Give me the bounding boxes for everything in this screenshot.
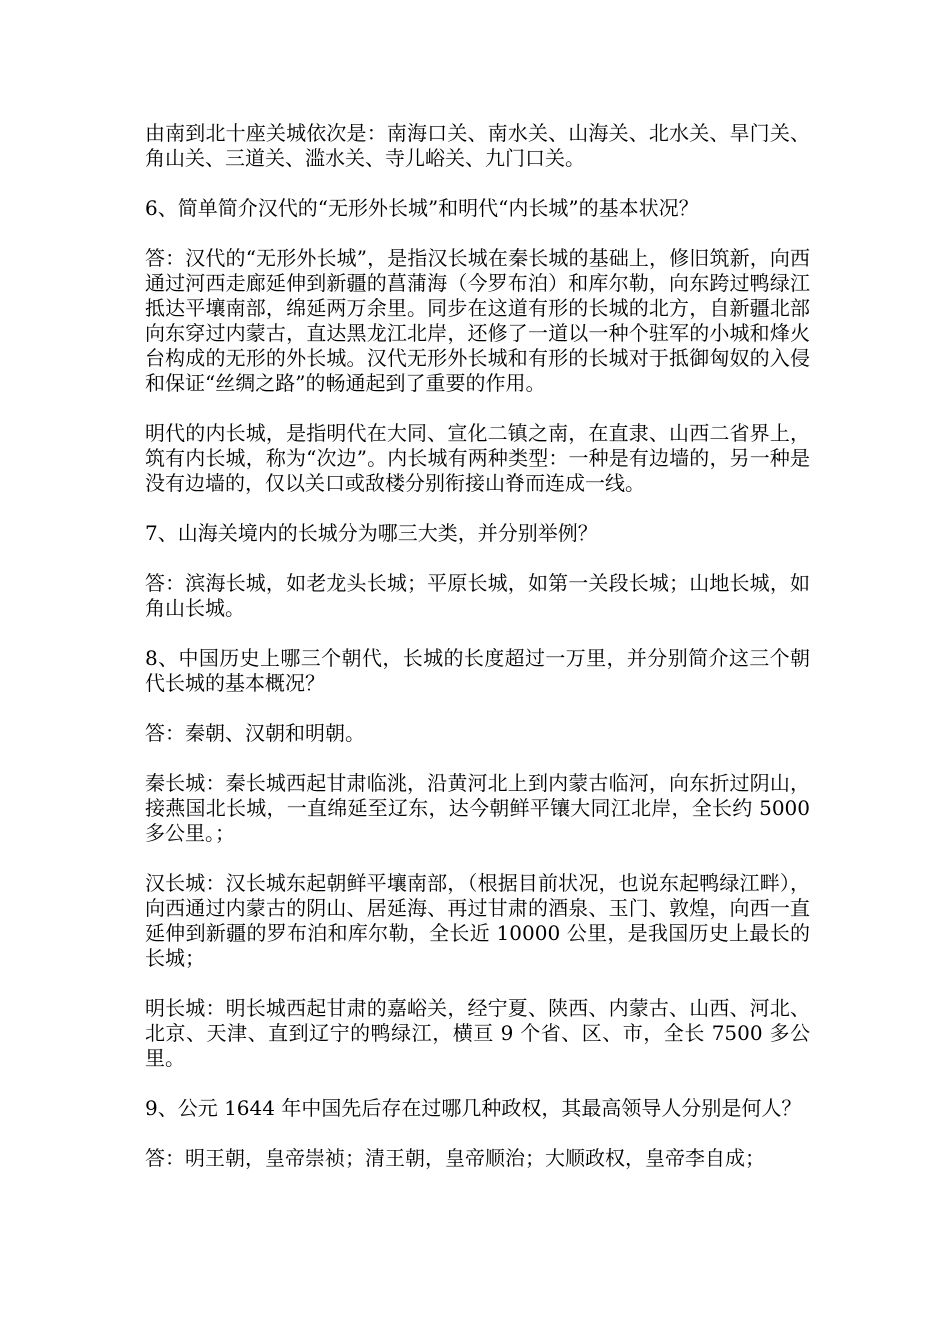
- question-7: 7、山海关境内的长城分为哪三大类，并分别举例？: [145, 521, 598, 545]
- answer-6-ming-inner-wall: 明代的内长城，是指明代在大同、宣化二镇之南，在直隶、山西二省界上，筑有内长城，称为“次边”。内长城有两种类型：一种是有边墙的，另一种是没有边墙的，仅以关口或敌楼分别衔接山脊而连成一线。: [145, 421, 810, 495]
- answer-7: 答：滨海长城，如老龙头长城；平原长城，如第一关段长城；山地长城，如角山长城。: [145, 571, 810, 620]
- paragraph-gates-list: 由南到北十座关城依次是：南海口关、南水关、山海关、北水关、旱门关、角山关、三道关、滥水关、寺儿峪关、九门口关。: [145, 121, 810, 170]
- answer-8-ming-wall: 明长城：明长城西起甘肃的嘉峪关，经宁夏、陕西、内蒙古、山西、河北、北京、天津、直到辽宁的鸭绿江，横亘 9 个省、区、市，全长 7500 多公里。: [145, 996, 810, 1070]
- answer-9: 答：明王朝，皇帝崇祯；清王朝，皇帝顺治；大顺政权，皇帝李自成；: [145, 1146, 765, 1170]
- answer-8-qin-wall: 秦长城：秦长城西起甘肃临洮，沿黄河北上到内蒙古临河，向东折过阴山，接燕国北长城，一直绵延至辽东，达今朝鲜平镶大同江北岸，全长约 5000 多公里。；: [145, 771, 810, 845]
- question-6: 6、简单简介汉代的“无形外长城”和明代“内长城”的基本状况？: [145, 196, 699, 220]
- document-page: [145, 121, 810, 1171]
- question-8: 8、中国历史上哪三个朝代，长城的长度超过一万里，并分别简介这三个朝代长城的基本概况？: [145, 646, 810, 695]
- answer-6-han-outer-wall: 答：汉代的“无形外长城”，是指汉长城在秦长城的基础上，修旧筑新，向西通过河西走廊延伸到新疆的菖蒲海（今罗布泊）和库尔勒，向东跨过鸭绿江抵达平壤南部，绵延两万余里。同步在这道有形的长城的北方，自新疆北部向东穿过内蒙古，直达黑龙江北岸，还修了一道以一种个驻军的小城和烽火台构成的无形的外长城。汉代无形外长城和有形的长城对于抵御匈奴的入侵和保证“丝绸之路”的畅通起到了重要的作用。: [145, 246, 810, 395]
- question-9: 9、公元 1644 年中国先后存在过哪几种政权，其最高领导人分别是何人？: [145, 1096, 802, 1120]
- answer-8-han-wall: 汉长城：汉长城东起朝鲜平壤南部，（根据目前状况，也说东起鸭绿江畔），向西通过内蒙古的阴山、居延海、再过甘肃的酒泉、玉门、敦煌，向西一直延伸到新疆的罗布泊和库尔勒，全长近 10000 公里，是我国历史上最长的长城；: [145, 871, 810, 970]
- answer-8: 答：秦朝、汉朝和明朝。: [145, 721, 365, 745]
